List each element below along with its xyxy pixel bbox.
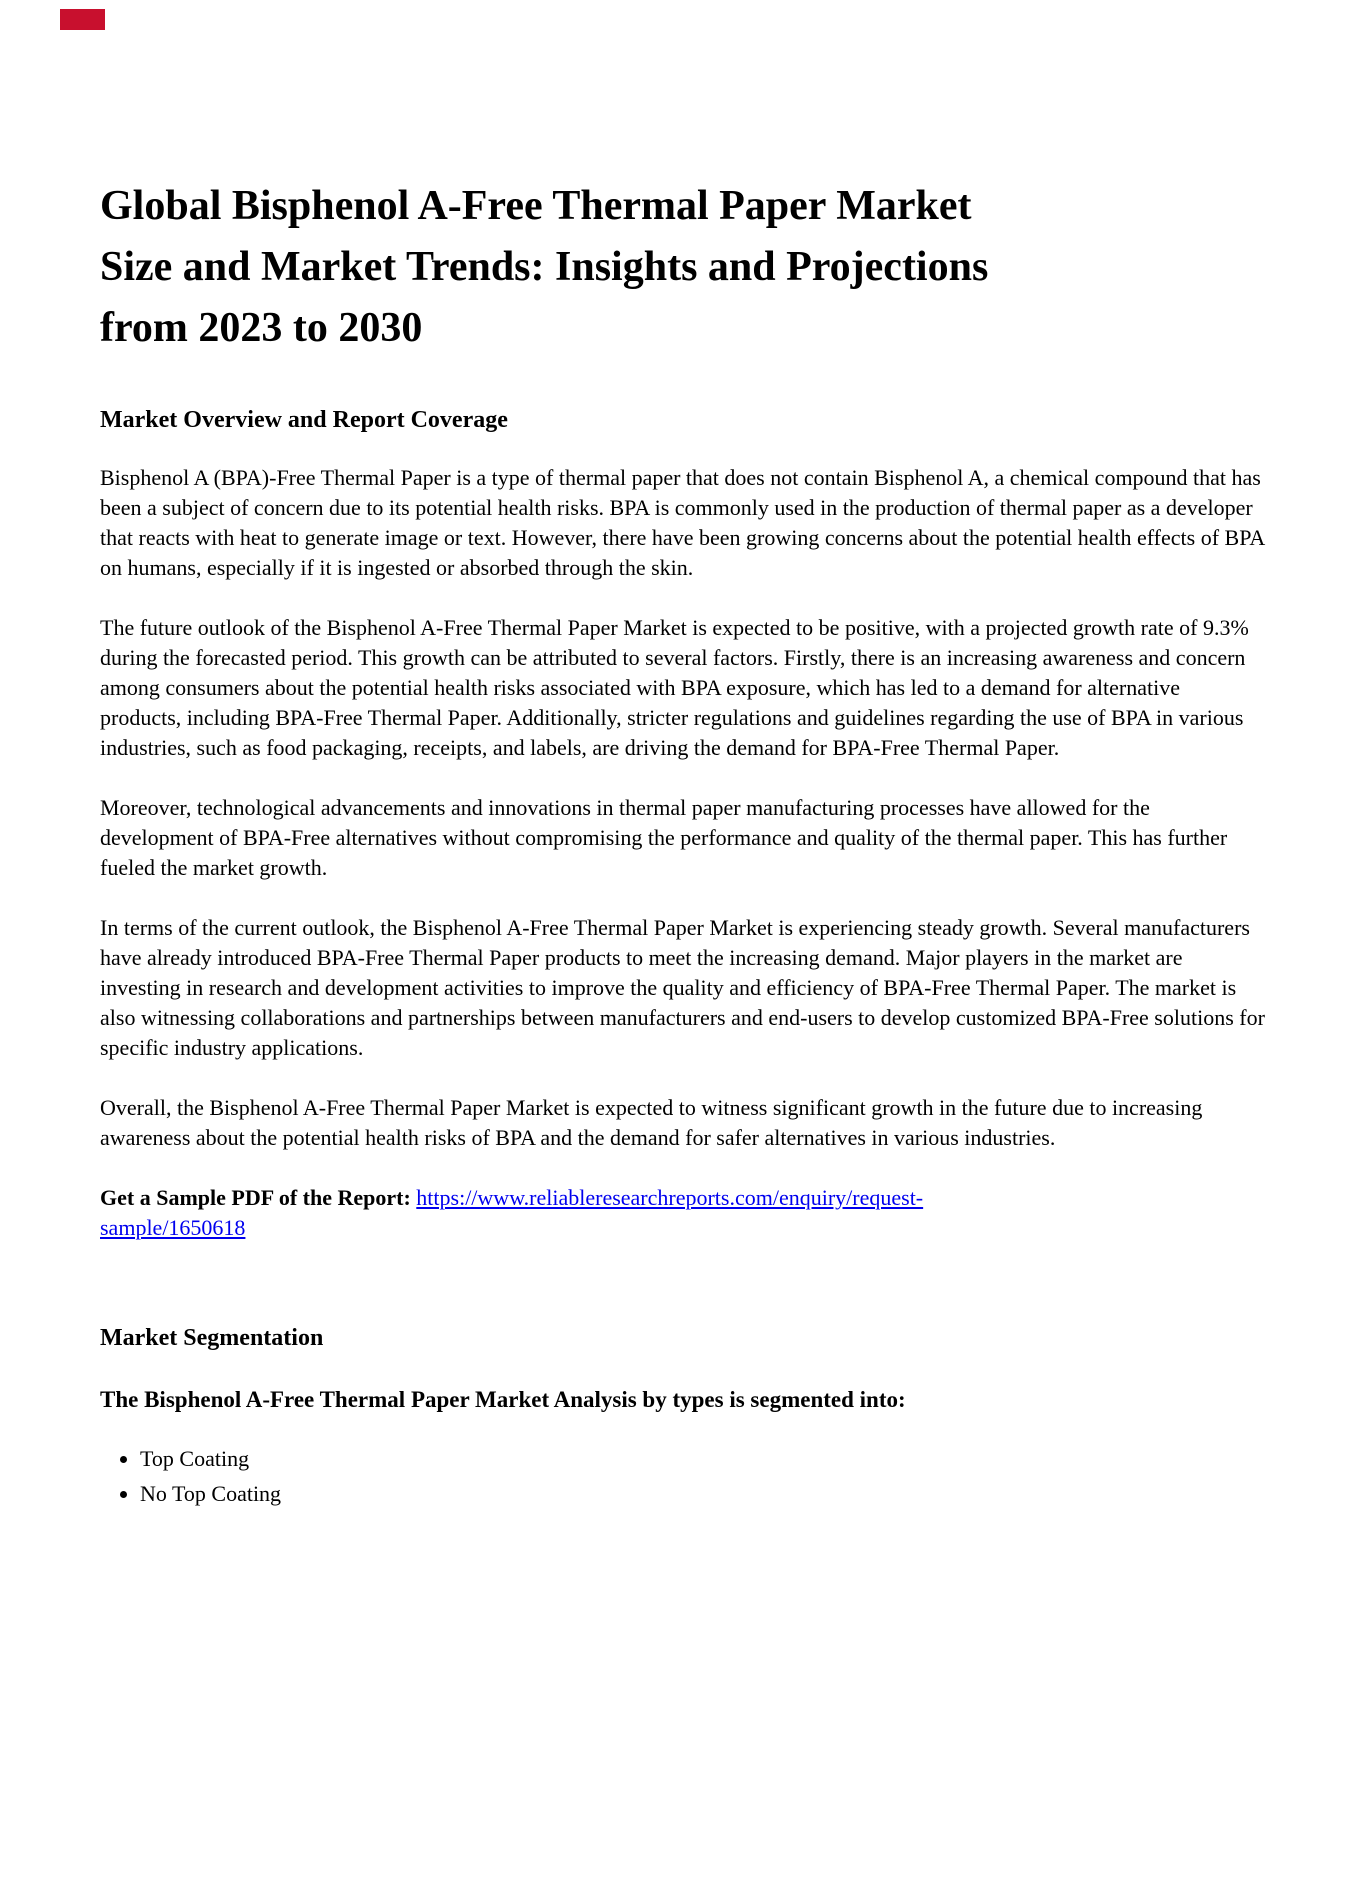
sample-report-link-line-1[interactable]: https://www.reliableresearchreports.com/enquiry/request- [416,1185,924,1210]
segmentation-heading: Market Segmentation [100,1325,324,1351]
page-title [100,176,1265,359]
overview-paragraph-2: The future outlook of the Bisphenol A-Free Thermal Paper Market is expected to be positive, with a projected growth rate of 9.3% during the forecasted period. This growth can be attributed to several factors. Firstly, there is an increasing awareness and concern among consumers about the potential health risks associated with BPA exposure, which has led to a demand for alternative products, including BPA-Free Thermal Paper. Additionally, stricter regulations and guidelines regarding the use of BPA in various industries, such as food packaging, receipts, and labels, are driving the demand for BPA-Free Thermal Paper. [100,615,1249,760]
overview-paragraph-5: Overall, the Bisphenol A-Free Thermal Paper Market is expected to witness significant growth in the future due to increasing awareness about the potential health risks of BPA and the demand for safer alternatives in various industries. [100,1095,1203,1150]
overview-heading: Market Overview and Report Coverage [100,407,508,433]
overview-paragraph-4: In terms of the current outlook, the Bisphenol A-Free Thermal Paper Market is experiencing steady growth. Several manufacturers have already introduced BPA-Free Thermal Paper products to meet the increasing demand. Major players in the market are investing in research and development activities to improve the quality and efficiency of BPA-Free Thermal Paper. The market is also witnessing collaborations and partnerships between manufacturers and end-users to develop customized BPA-Free solutions for specific industry applications. [100,915,1265,1060]
list-item-no-top-coating: • No Top Coating [140,1478,1265,1509]
page-title-line-1: Global Bisphenol A-Free Thermal Paper Market [100,183,972,229]
overview-paragraph-3: Moreover, technological advancements and innovations in thermal paper manufacturing processes have allowed for the development of BPA-Free alternatives without compromising the performance and quality of the thermal paper. This has further fueled the market growth. [100,795,1228,880]
sample-report-label: Get a Sample PDF of the Report: [100,1185,411,1210]
types-list [100,1443,1265,1509]
overview-paragraph-1: Bisphenol A (BPA)-Free Thermal Paper is a type of thermal paper that does not contain Bisphenol A, a chemical compound that has been a subject of concern due to its potential health risks. BPA is commonly used in the production of thermal paper as a developer that reacts with heat to generate image or text. However, there have been growing concerns about the potential health effects of BPA on humans, especially if it is ingested or absorbed through the skin. [100,465,1265,580]
sample-report-link-line-2[interactable]: sample/1650618 [100,1215,246,1240]
page-title-line-3: from 2023 to 2030 [100,305,423,351]
types-intro: The Bisphenol A-Free Thermal Paper Market Analysis by types is segmented into: [100,1387,906,1412]
logo-mark [60,9,105,30]
page-title-line-2: Size and Market Trends: Insights and Projections [100,244,989,290]
sample-report-line [100,1183,1265,1243]
list-item-top-coating: • Top Coating [140,1443,1265,1474]
